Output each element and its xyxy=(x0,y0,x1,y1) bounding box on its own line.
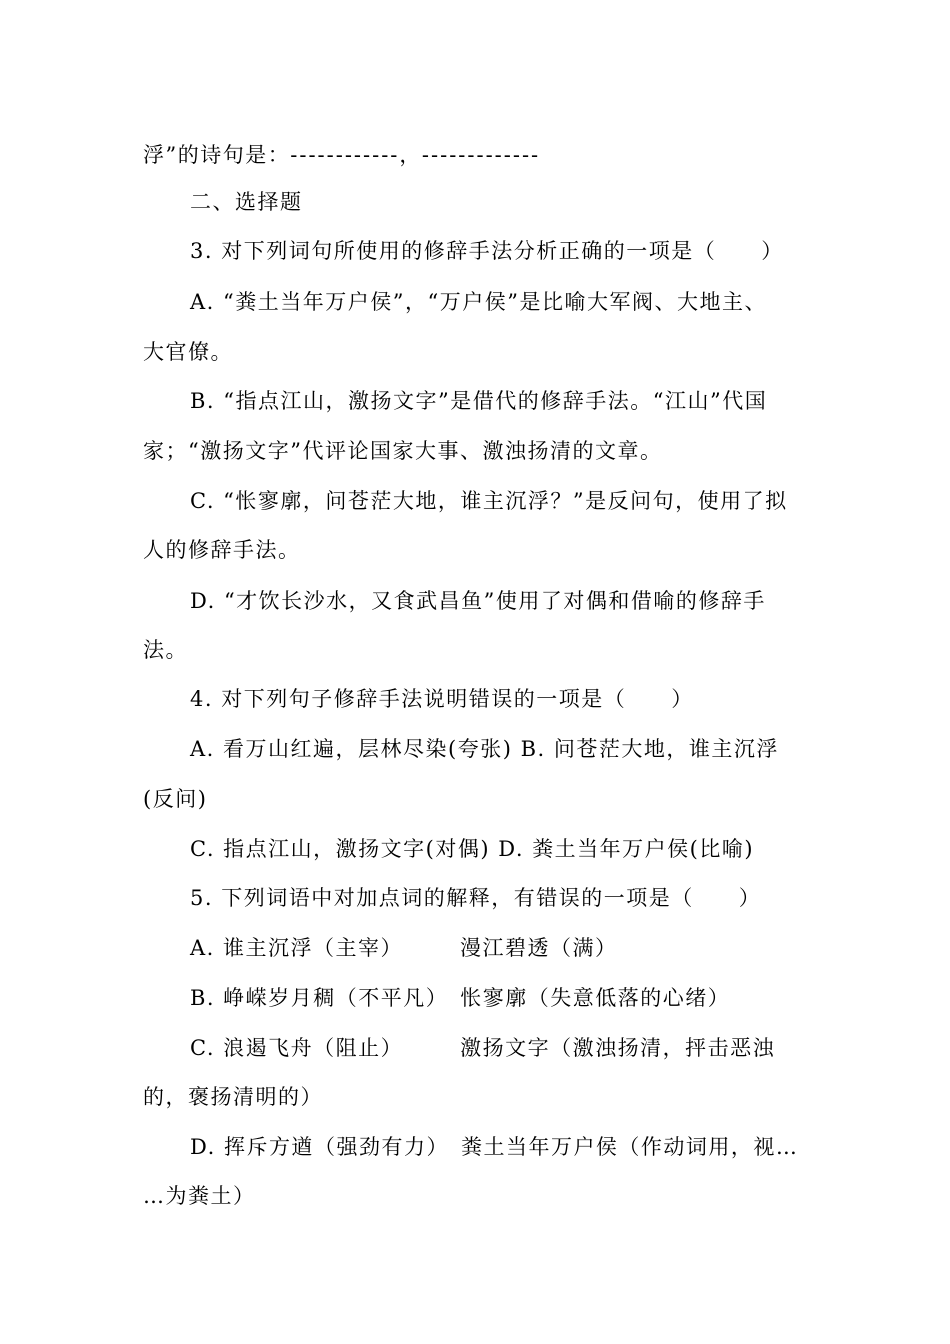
q3-option-d-line1: D. “才饮长沙水，又食武昌鱼”使用了对偶和借喻的修辞手 xyxy=(190,589,766,613)
q5-stem: 5. 下列词语中对加点词的解释，有错误的一项是（ ） xyxy=(190,886,762,910)
q4-options-ab-line1: A. 看万山红遍，层林尽染(夸张) B. 问苍茫大地，谁主沉浮 xyxy=(190,737,779,761)
fill-in-comma: ， xyxy=(399,143,422,167)
q5-option-c-line2: 的，褒扬清明的） xyxy=(143,1085,323,1109)
q3-option-d-line2: 法。 xyxy=(143,638,188,662)
section-heading: 二、选择题 xyxy=(190,190,303,214)
q4-stem: 4. 对下列句子修辞手法说明错误的一项是（ ） xyxy=(190,687,694,711)
q5-option-d-line2: …为粪土） xyxy=(143,1184,256,1208)
answer-blank-1: ------------ xyxy=(290,143,400,167)
q4-options-cd: C. 指点江山，激扬文字(对偶) D. 粪土当年万户侯(比喻) xyxy=(190,837,755,861)
q3-option-a-line2: 大官僚。 xyxy=(143,340,233,364)
q3-option-a-line1: A. “粪土当年万户侯”，“万户侯”是比喻大军阀、大地主、 xyxy=(190,290,767,314)
q5-option-b: B. 峥嵘岁月稠（不平凡） 怅寥廓（失意低落的心绪） xyxy=(190,986,731,1010)
q3-stem: 3. 对下列词句所使用的修辞手法分析正确的一项是（ ） xyxy=(190,239,784,263)
q5-option-a: A. 谁主沉浮（主宰） 漫江碧透（满） xyxy=(190,936,618,960)
q3-option-c-line1: C. “怅寥廓，问苍茫大地，谁主沉浮？”是反问句，使用了拟 xyxy=(190,489,788,513)
q4-options-ab-line2: (反问) xyxy=(143,787,208,811)
q3-option-b-line2: 家；“激扬文字”代评论国家大事、激浊扬清的文章。 xyxy=(143,439,663,463)
answer-blank-2: ------------- xyxy=(421,143,541,167)
q5-option-d-line1: D. 挥斥方遒（强劲有力） 粪土当年万户侯（作动词用，视… xyxy=(190,1135,799,1159)
fill-in-line xyxy=(143,140,950,170)
q3-option-b-line1: B. “指点江山，激扬文字”是借代的修辞手法。“江山”代国 xyxy=(190,389,768,413)
q5-option-c-line1: C. 浪遏飞舟（阻止） 激扬文字（激浊扬清，抨击恶浊 xyxy=(190,1036,776,1060)
fill-in-prefix: 浮”的诗句是： xyxy=(143,143,291,167)
q3-option-c-line2: 人的修辞手法。 xyxy=(143,538,301,562)
